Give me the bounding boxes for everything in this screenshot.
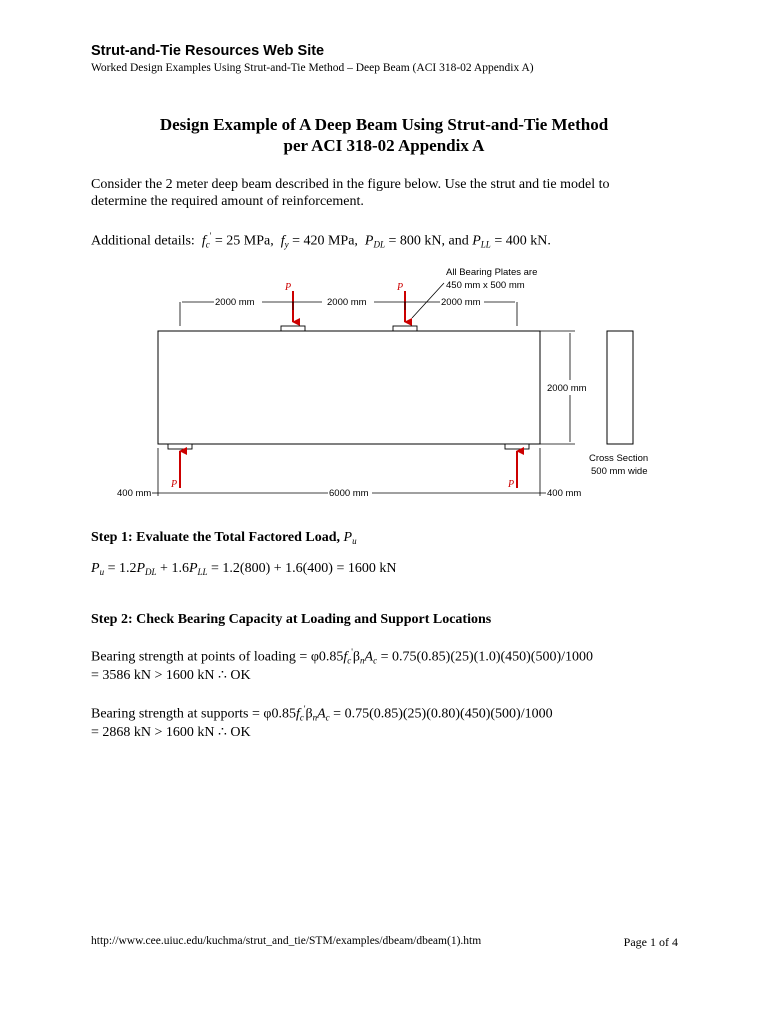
bearing-loading-line: Bearing strength at points of loading = $\varphi 0.85f_c'\beta_nA_c = 0.75(0.85)(25)(1.0)(450)(500)/1000$ [91, 647, 594, 666]
step-1-equation: $P_u = 1.2P_{DL} + 1.6P_{LL} = 1.2(800) + 1.6(400) = 1600$ kN [91, 561, 397, 577]
reaction-label-left: P [171, 479, 178, 490]
step-1-heading [91, 530, 357, 546]
site-subtitle: Worked Design Examples Using Strut-and-Tie Method – Deep Beam (ACI 318-02 Appendix A) [91, 62, 534, 74]
intro-line-2: determine the required amount of reinforcement. [91, 194, 364, 209]
beam-elevation [158, 331, 540, 444]
dim-bottom-right: 400 mm [547, 488, 582, 499]
dim-top-2: 2000 mm [327, 297, 367, 308]
intro-line-1: Consider the 2 meter deep beam described in the figure below. Use the strut and tie model to [91, 177, 610, 192]
note-leader-line [412, 283, 444, 318]
cross-section-label-2: 500 mm wide [591, 466, 648, 477]
pdl-value: = 800 kN, [388, 233, 446, 249]
cross-section-label-1: Cross Section [589, 453, 649, 464]
details-label: Additional details: [91, 233, 195, 249]
dim-height: 2000 mm [547, 383, 587, 394]
bearing-loading-result: = 3586 kN > 1600 kN ∴ OK [91, 668, 251, 683]
step-1-equation-rhs: = 1.2(800) + 1.6(400) = 1600 kN [211, 561, 397, 576]
fc-value: = 25 MPa, [214, 233, 274, 249]
footer-url[interactable]: http://www.cee.uiuc.edu/kuchma/strut_and_tie/STM/examples/dbeam/dbeam(1).htm [91, 935, 482, 947]
site-title: Strut-and-Tie Resources Web Site [91, 43, 325, 59]
support-plate-right [505, 444, 529, 449]
fy-value: = 420 MPa, [292, 233, 358, 249]
and-text: and [448, 233, 469, 249]
dim-top-3: 2000 mm [441, 297, 481, 308]
bearing-loading-formula: = 0.75(0.85)(25)(1.0)(450)(500)/1000 [380, 649, 594, 665]
dim-top-1: 2000 mm [215, 297, 255, 308]
document-title-line-1: Design Example of A Deep Beam Using Strut-and-Tie Method [159, 115, 609, 134]
bearing-plate-note-line-1: All Bearing Plates are [446, 267, 538, 278]
bearing-supports-line: Bearing strength at supports = $\varphi 0.85f_c'\beta_nA_c = 0.75(0.85)(25)(0.80)(450)(500)/1000$ [91, 704, 553, 723]
document-title-line-2: per ACI 318-02 Appendix A [283, 136, 485, 155]
bearing-supports-label: Bearing strength at supports = [91, 706, 260, 722]
step-1-heading-text: Step 1: Evaluate the Total Factored Load, [91, 530, 341, 545]
step-1-symbol: $P_u$ [343, 530, 357, 546]
step-2-heading: Step 2: Check Bearing Capacity at Loading and Support Locations [91, 612, 492, 627]
cross-section [607, 331, 633, 444]
pll-value: = 400 kN. [494, 233, 551, 249]
additional-details: Additional details: $f_c' = 25$ MPa, $f_y = 420$ MPa, $P_{DL} = 800$ kN, and $P_{LL} = 400$ kN. [91, 231, 551, 250]
top-bearing-plate-right [393, 326, 417, 331]
support-plate-left [168, 444, 192, 449]
dim-bottom-mid: 6000 mm [329, 488, 369, 499]
bearing-supports-formula: = 0.75(0.85)(25)(0.80)(450)(500)/1000 [333, 706, 553, 722]
bearing-supports-result: = 2868 kN > 1600 kN ∴ OK [91, 725, 251, 740]
deep-beam-figure [0, 260, 768, 510]
dim-bottom-left: 400 mm [117, 488, 152, 499]
load-label-left: P [285, 282, 292, 293]
reaction-label-right: P [508, 479, 515, 490]
bearing-loading-label: Bearing strength at points of loading = [91, 649, 308, 665]
load-label-right: P [397, 282, 404, 293]
top-bearing-plate-left [281, 326, 305, 331]
page-number: Page 1 of 4 [623, 935, 678, 949]
bearing-plate-note-line-2: 450 mm x 500 mm [446, 280, 525, 291]
